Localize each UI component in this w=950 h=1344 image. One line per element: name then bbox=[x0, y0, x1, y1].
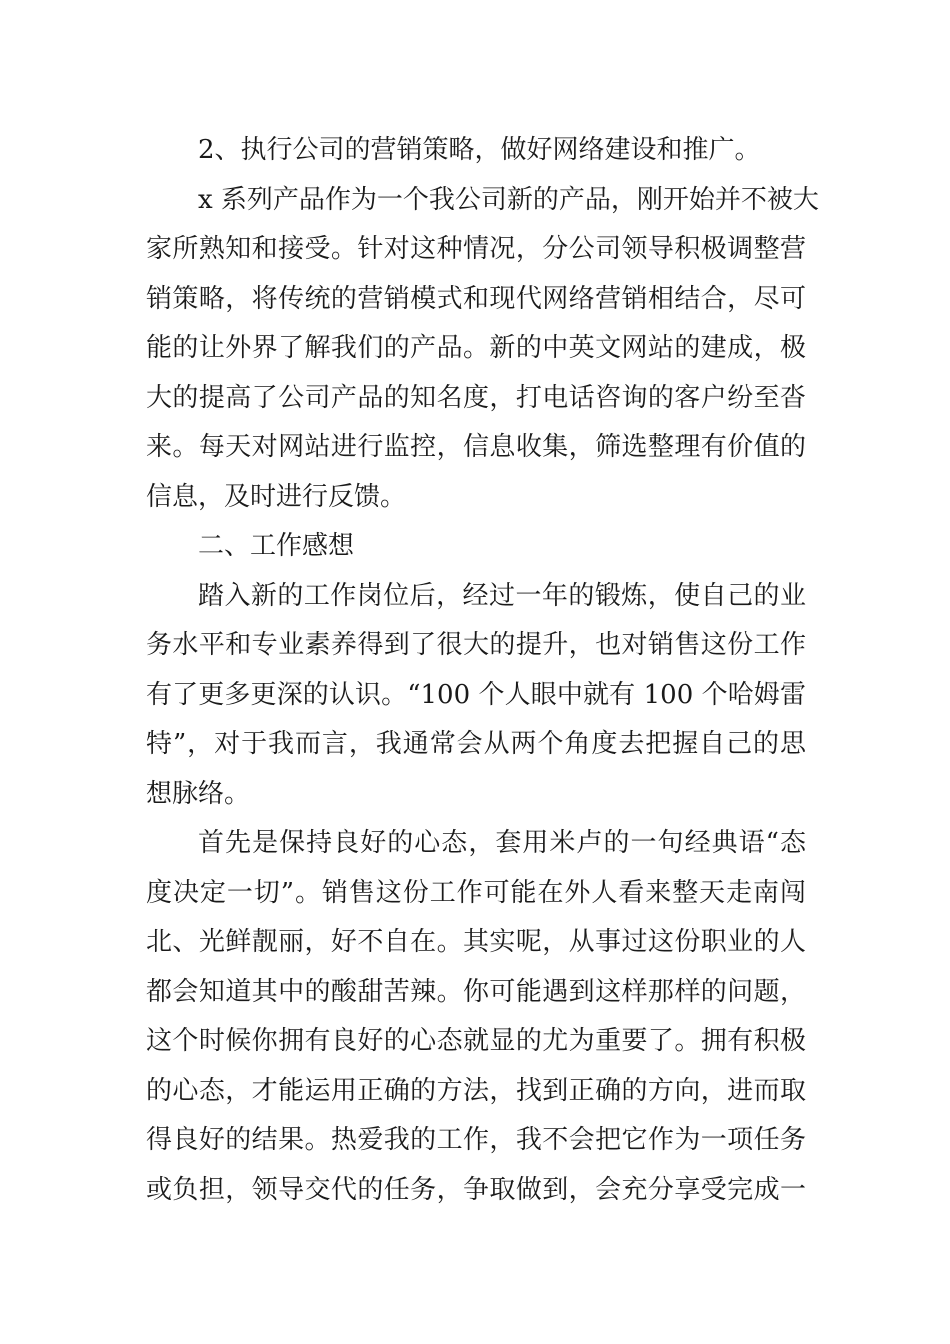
paragraph-line: 都会知道其中的酸甜苦辣。你可能遇到这样那样的问题， bbox=[146, 976, 806, 1007]
paragraph-line: 首先是保持良好的心态，套用米卢的一句经典语“态 bbox=[198, 828, 806, 858]
paragraph-line: x 系列产品作为一个我公司新的产品，刚开始并不被大 bbox=[198, 184, 819, 215]
paragraph-line: 务水平和专业素养得到了很大的提升，也对销售这份工作 bbox=[146, 630, 806, 660]
paragraph-line: 家所熟知和接受。针对这种情况，分公司领导积极调整营 bbox=[146, 234, 806, 264]
paragraph-line: 能的让外界了解我们的产品。新的中英文网站的建成，极 bbox=[146, 333, 806, 363]
paragraph-line: 得良好的结果。热爱我的工作，我不会把它作为一项任务 bbox=[146, 1125, 806, 1155]
paragraph-line: 来。每天对网站进行监控，信息收集，筛选整理有价值的 bbox=[146, 432, 806, 462]
paragraph-line: 这个时候你拥有良好的心态就显的尤为重要了。拥有积极 bbox=[146, 1026, 806, 1056]
paragraph-item-2 bbox=[146, 126, 806, 176]
paragraph-line: 的心态，才能运用正确的方法，找到正确的方向，进而取 bbox=[146, 1075, 806, 1106]
section-heading-text: 二、工作感想 bbox=[198, 531, 355, 561]
paragraph-line: 销策略，将传统的营销模式和现代网络营销相结合，尽可 bbox=[146, 283, 806, 314]
paragraph-attitude bbox=[146, 819, 806, 1215]
paragraph-line: 踏入新的工作岗位后，经过一年的锻炼，使自己的业 bbox=[198, 580, 806, 611]
section-heading bbox=[146, 522, 806, 572]
paragraph-line: 信息，及时进行反馈。 bbox=[146, 481, 407, 512]
paragraph-line: 2、执行公司的营销策略，做好网络建设和推广。 bbox=[198, 135, 761, 165]
paragraph-line: 想脉络。 bbox=[146, 778, 251, 809]
paragraph-line: 北、光鲜靓丽，好不自在。其实呢，从事过这份职业的人 bbox=[146, 927, 806, 957]
paragraph-product-promotion bbox=[146, 176, 819, 523]
document-body bbox=[146, 126, 819, 1215]
paragraph-line: 度决定一切”。销售这份工作可能在外人看来整天走南闯 bbox=[146, 877, 806, 908]
paragraph-line: 有了更多更深的认识。“100 个人眼中就有 100 个哈姆雷 bbox=[146, 679, 806, 710]
paragraph-line: 特”，对于我而言，我通常会从两个角度去把握自己的思 bbox=[146, 729, 806, 759]
paragraph-reflection-intro bbox=[146, 572, 806, 820]
paragraph-line: 大的提高了公司产品的知名度，打电话咨询的客户纷至沓 bbox=[146, 382, 806, 413]
paragraph-line: 或负担，领导交代的任务，争取做到，会充分享受完成一 bbox=[146, 1174, 806, 1205]
